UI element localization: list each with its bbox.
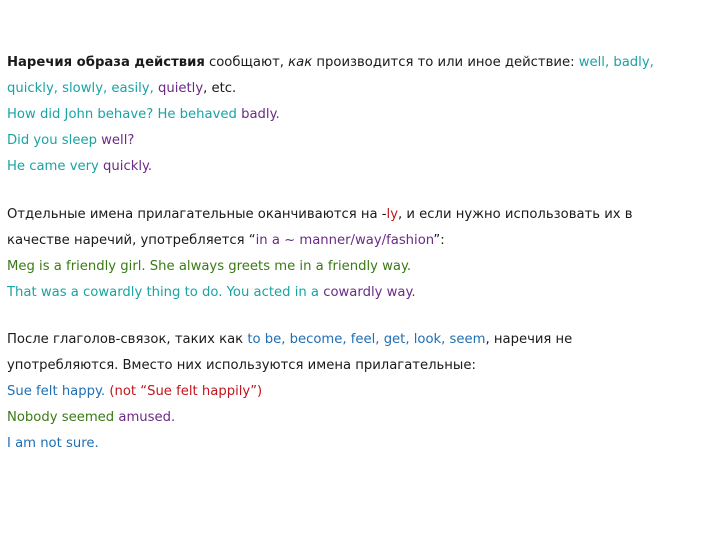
example-text: I am not sure. — [7, 436, 99, 451]
example-text: Meg is a friendly girl. She always greets me in a friendly way. — [7, 259, 412, 274]
example-text: How did John behave? He behaved — [7, 107, 242, 122]
example-line — [7, 280, 707, 306]
text: После глаголов-связок, таких как — [7, 332, 248, 347]
section-manner-adverbs — [7, 50, 707, 180]
example-word: slowly — [62, 81, 103, 96]
example-word: well — [578, 55, 605, 70]
text: качестве наречий, употребляется “ — [7, 233, 256, 248]
suffix: ly — [386, 207, 399, 222]
verb-list: to be, become, feel, get, look, seem — [247, 332, 486, 347]
section-ly-adjectives — [7, 202, 707, 306]
example-text: Did you sleep — [7, 133, 102, 148]
text: , наречия не — [485, 332, 573, 347]
text: , — [604, 55, 614, 70]
example-line — [7, 154, 707, 180]
phrase: in a ~ manner/way/fashion — [255, 233, 434, 248]
example-word: amused. — [118, 410, 176, 425]
term-bold: Наречия образа действия — [7, 55, 205, 70]
text: , — [53, 81, 63, 96]
text: употребляются. Вместо них используются имена прилагательные: — [7, 358, 476, 373]
rule-line-1 — [7, 202, 707, 228]
example-text: That was a cowardly thing to do. — [7, 285, 227, 300]
section-linking-verbs — [7, 327, 707, 457]
example-word: badly, — [613, 55, 654, 70]
text: , — [149, 81, 158, 96]
text: сообщают, — [204, 55, 289, 70]
example-word: quietly — [157, 81, 204, 96]
text: производится то или иное действие: — [312, 55, 579, 70]
example-line — [7, 405, 707, 431]
example-word: easily — [111, 81, 150, 96]
rule-line-2 — [7, 228, 707, 254]
example-line — [7, 379, 707, 405]
definition-line-1 — [7, 50, 707, 76]
example-line — [7, 102, 707, 128]
text: , и если нужно использовать их в — [398, 207, 633, 222]
example-text: You acted in a — [226, 285, 324, 300]
text-italic: как — [288, 55, 313, 70]
text: , — [103, 81, 112, 96]
rule-line-1 — [7, 327, 707, 353]
example-word: cowardly way. — [323, 285, 416, 300]
example-word: badly. — [241, 107, 280, 122]
example-line — [7, 254, 707, 280]
example-line — [7, 128, 707, 154]
example-word: well? — [101, 133, 135, 148]
example-word: quickly — [7, 81, 54, 96]
text: , etc. — [203, 81, 237, 96]
counter-example: (not “Sue felt happily”) — [109, 384, 263, 399]
rule-line-2 — [7, 353, 707, 379]
example-text: Sue felt happy. — [7, 384, 110, 399]
example-line — [7, 431, 707, 457]
example-text: Nobody seemed — [7, 410, 119, 425]
text: ”: — [433, 233, 445, 248]
text: Отдельные имена прилагательные оканчиваются на - — [7, 207, 387, 222]
example-word: quickly. — [103, 159, 153, 174]
definition-line-2 — [7, 76, 707, 102]
example-text: He came very — [7, 159, 104, 174]
